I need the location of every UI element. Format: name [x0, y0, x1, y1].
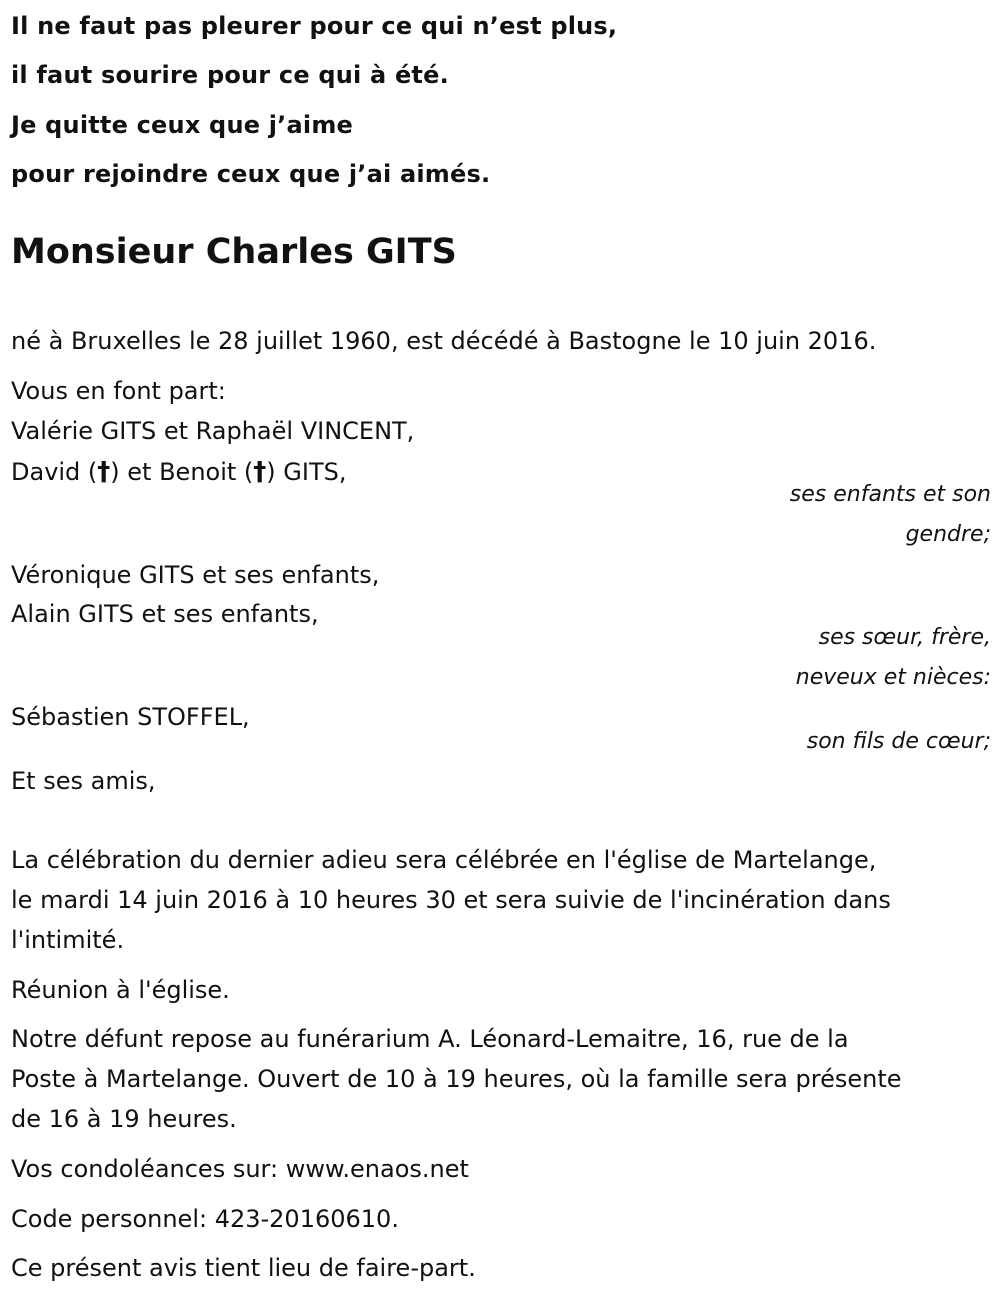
poem-line: il faut sourire pour ce qui à été.: [11, 61, 449, 89]
announce-intro: Vous en font part:: [11, 377, 226, 405]
siblings-role: neveux et nièces:: [795, 665, 991, 690]
sibling-line: Véronique GITS et ses enfants,: [11, 561, 380, 589]
funeral-home-line: de 16 à 19 heures.: [11, 1105, 237, 1133]
ceremony-line: l'intimité.: [11, 926, 125, 954]
cross-icon: †: [253, 457, 267, 487]
siblings-role: ses sœur, frère,: [818, 625, 991, 650]
children-line-2: David (†) et Benoit (†) GITS,: [11, 457, 347, 487]
birth-death-line: né à Bruxelles le 28 juillet 1960, est décédé à Bastogne le 10 juin 2016.: [11, 327, 877, 355]
children-line: Valérie GITS et Raphaël VINCENT,: [11, 417, 415, 445]
children-role: ses enfants et son: [789, 482, 991, 507]
poem-line: pour rejoindre ceux que j’ai aimés.: [11, 160, 491, 188]
funeral-home-line: Poste à Martelange. Ouvert de 10 à 19 heures, où la famille sera présente: [11, 1065, 902, 1093]
ceremony-line: La célébration du dernier adieu sera célébrée en l'église de Martelange,: [11, 846, 877, 874]
deceased-name: Monsieur Charles GITS: [11, 232, 457, 272]
children-role: gendre;: [905, 522, 991, 547]
poem-line: Il ne faut pas pleurer pour ce qui n’est plus,: [11, 12, 618, 40]
heart-son-role: son fils de cœur;: [806, 729, 991, 754]
funeral-home-line: Notre défunt repose au funérarium A. Léonard-Lemaitre, 16, rue de la: [11, 1025, 849, 1053]
poem-line: Je quitte ceux que j’aime: [11, 111, 354, 139]
condolences-line: Vos condoléances sur: www.enaos.net: [11, 1155, 469, 1183]
heart-son-line: Sébastien STOFFEL,: [11, 703, 250, 731]
ceremony-line: le mardi 14 juin 2016 à 10 heures 30 et sera suivie de l'incinération dans: [11, 886, 891, 914]
sibling-line: Alain GITS et ses enfants,: [11, 600, 319, 628]
friends-line: Et ses amis,: [11, 767, 156, 795]
cross-icon: †: [97, 457, 111, 487]
closing-line: Ce présent avis tient lieu de faire-part.: [11, 1254, 476, 1282]
personal-code-line: Code personnel: 423-20160610.: [11, 1205, 399, 1233]
meeting-line: Réunion à l'église.: [11, 976, 230, 1004]
